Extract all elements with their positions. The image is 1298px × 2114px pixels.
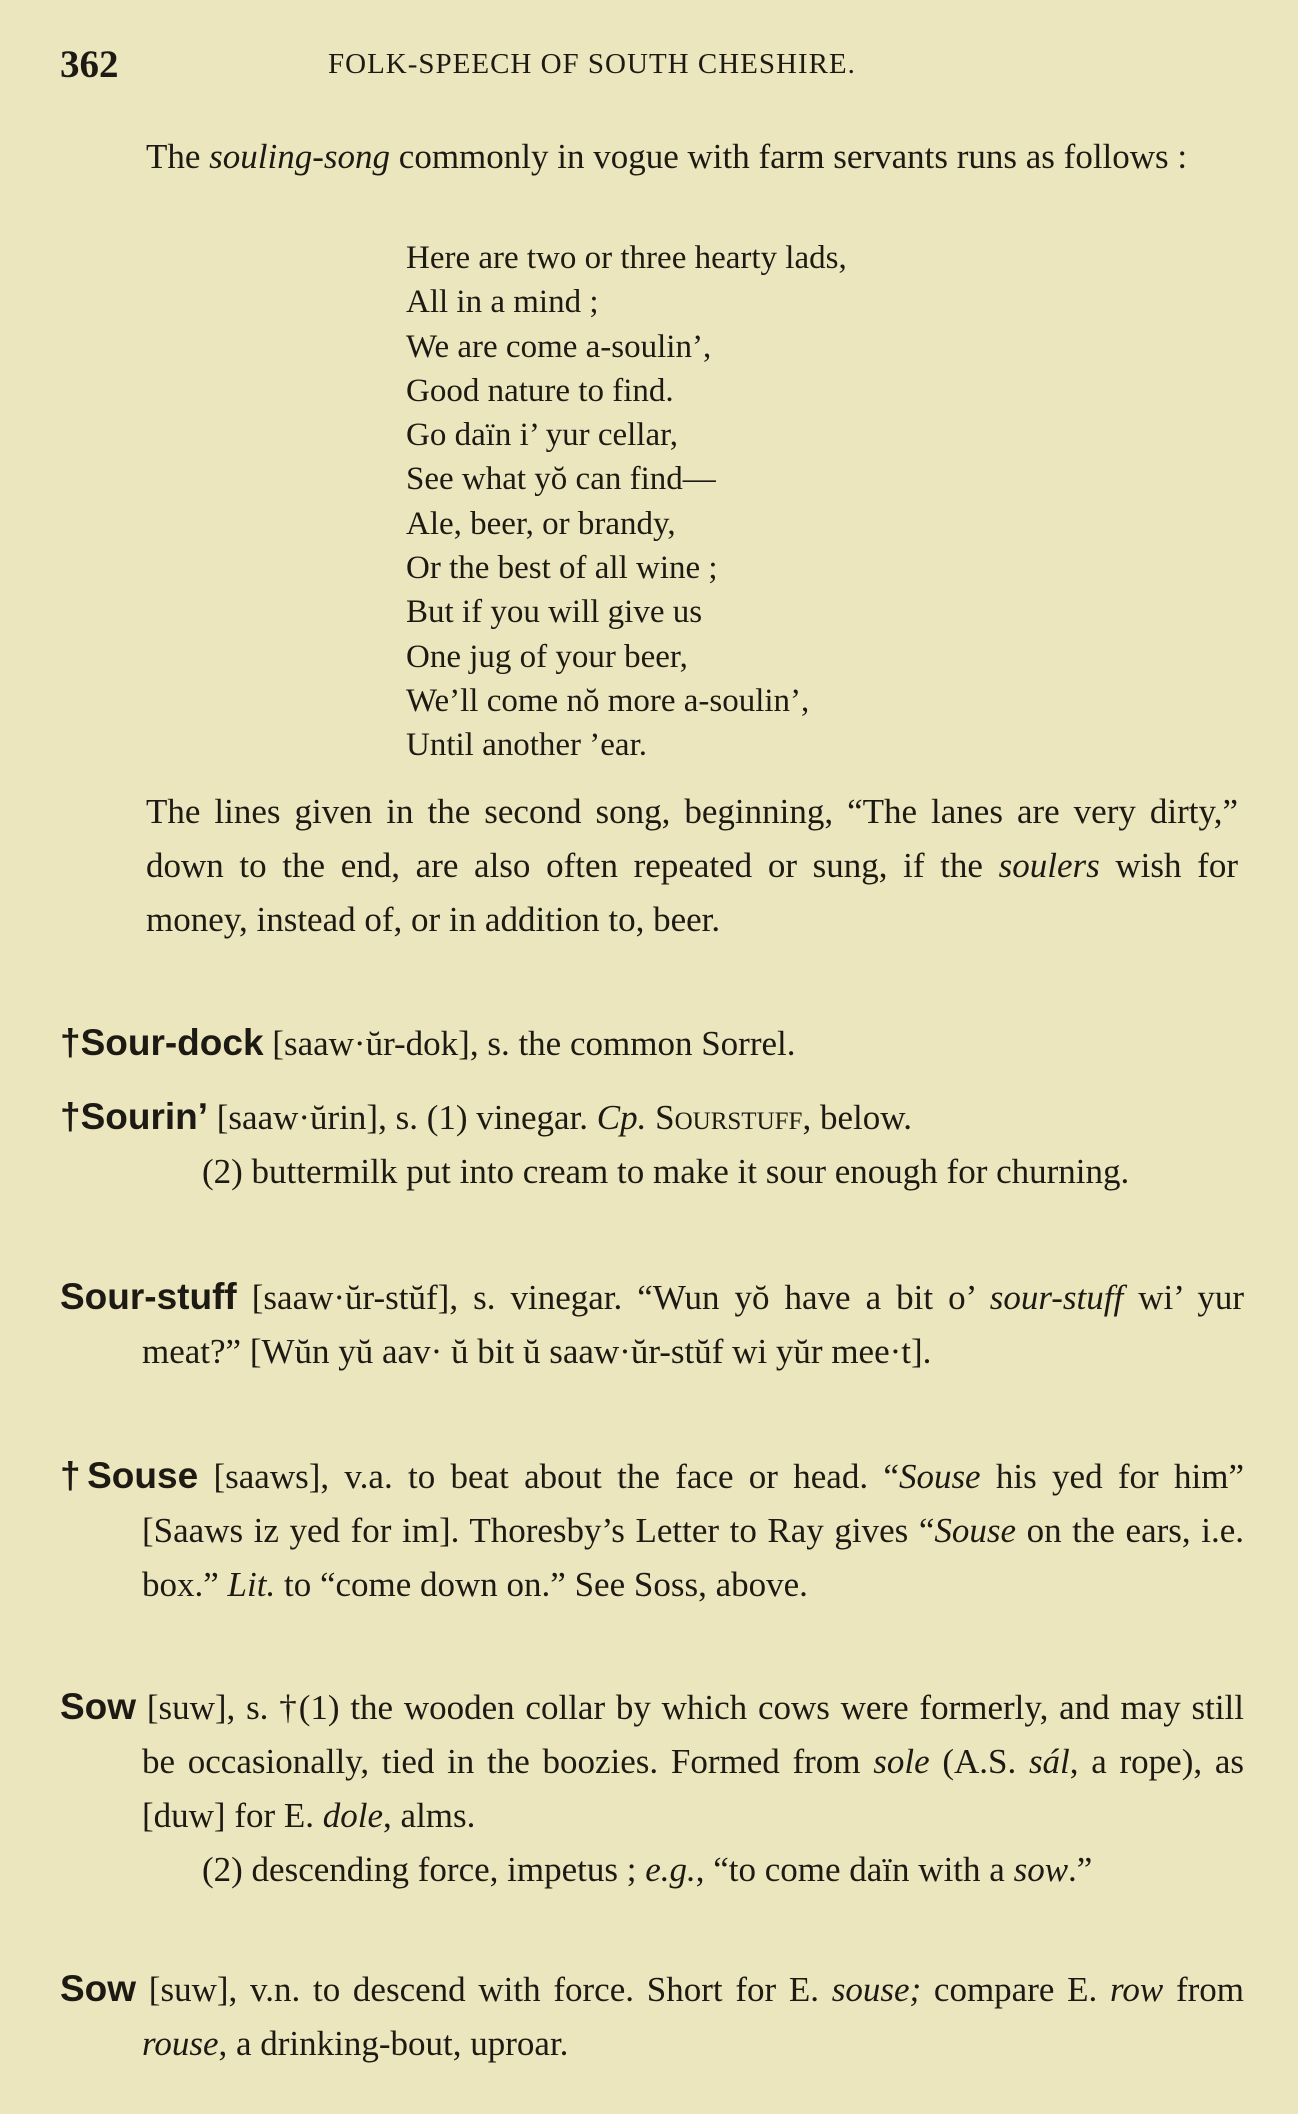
eg-label: e.g. — [645, 1850, 696, 1889]
verse-line: But if you will give us — [406, 594, 703, 631]
verse-line: Go daïn i’ yur cellar, — [406, 417, 679, 454]
intro-text: The — [146, 137, 210, 176]
definition: [suw], s. †(1) the wooden collar by which cows were formerly, and may still be occasionally, tied in the boozies. Formed from — [136, 1688, 1244, 1781]
italic-term: rouse — [142, 2024, 219, 2063]
definition-end: , alms. — [383, 1796, 476, 1835]
italic-term: dole — [322, 1796, 384, 1835]
italic-term: Souse — [934, 1511, 1017, 1550]
cp-label: Cp. — [596, 1098, 647, 1137]
cross-reference: Sourstuff — [655, 1098, 803, 1137]
italic-term: souse; — [831, 1970, 922, 2009]
entry-sour-stuff — [60, 1270, 1244, 1379]
definition-middle: compare E. — [921, 1970, 1111, 2009]
definition-middle: (A.S. — [929, 1742, 1029, 1781]
italic-term: sole — [873, 1742, 930, 1781]
italic-term: Souse — [898, 1457, 981, 1496]
verse-line: We’ll come nŏ more a-soulin’, — [406, 682, 810, 719]
entry-sow-noun — [60, 1680, 1244, 1897]
souling-song-verse — [406, 236, 847, 768]
second-song-paragraph — [146, 785, 1238, 947]
headword: †Souse — [60, 1455, 199, 1496]
sub-text-end: .” — [1068, 1850, 1093, 1889]
verse-line: Until another ’ear. — [406, 727, 647, 764]
verse-line: All in a mind ; — [406, 284, 599, 321]
definition-middle: , a rope), as [duw] for E. — [142, 1742, 1244, 1835]
verse-line: Good nature to find. — [406, 372, 674, 409]
definition: [suw], v.n. to descend with force. Short for E. — [136, 1970, 832, 2009]
headword: Sow — [60, 1968, 137, 2009]
para2-text: The lines given in the second song, beginning, “The lanes are very dirty,” down to the end, are also often repeated or sung, if the — [146, 792, 1238, 885]
headword: †Sourin’ — [60, 1096, 209, 1137]
verse-line: Ale, beer, or brandy, — [406, 505, 676, 542]
definition: [saaw·ŭr-stŭf], s. vinegar. “Wun yŏ have a bit o’ — [236, 1278, 990, 1317]
definition-middle: from — [1163, 1970, 1244, 2009]
definition: [saaw·ŭr-dok], s. the common Sorrel. — [263, 1024, 796, 1063]
italic-term: sál — [1028, 1742, 1070, 1781]
definition: [saaw·ŭrin], s. (1) vinegar. — [208, 1098, 597, 1137]
headword: Sour-stuff — [60, 1276, 237, 1317]
italic-term: sour-stuff — [989, 1278, 1124, 1317]
para2-text-end: wish for money, instead of, or in addition to, beer. — [146, 846, 1238, 939]
sub-text: (2) descending force, impetus ; — [202, 1850, 646, 1889]
sub-sense: (2) buttermilk put into cream to make it sour enough for churning. — [202, 1152, 1130, 1191]
lit-label: Lit. — [227, 1565, 276, 1604]
definition-end: , a drinking-bout, uproar. — [218, 2024, 569, 2063]
definition-middle: his yed for him” [Saaws iz yed for im]. Thoresby’s Letter to Ray gives “ — [142, 1457, 1244, 1550]
definition: [saaws], v.a. to beat about the face or head. “ — [198, 1457, 899, 1496]
headword: †Sour-dock — [60, 1022, 264, 1063]
entry-sourin — [60, 1090, 1244, 1199]
headword: Sow — [60, 1686, 137, 1727]
definition-end: wi’ yur meat?” [Wŭn yŭ aav· ŭ bit ŭ saaw·ŭr-stŭf wi yŭr mee·t]. — [142, 1278, 1244, 1371]
entry-sow-verb — [60, 1962, 1244, 2071]
verse-line: Or the best of all wine ; — [406, 550, 718, 587]
definition-middle: on the ears, i.e. box.” — [142, 1511, 1244, 1604]
sub-text: , “to come daïn with a — [695, 1850, 1014, 1889]
running-title: FOLK-SPEECH OF SOUTH CHESHIRE. — [328, 48, 856, 80]
italic-term: sow — [1013, 1850, 1069, 1889]
verse-line: We are come a-soulin’, — [406, 328, 712, 365]
verse-line: One jug of your beer, — [406, 638, 688, 675]
page-number: 362 — [60, 43, 119, 86]
para2-italic: soulers — [998, 846, 1100, 885]
italic-term: row — [1110, 1970, 1164, 2009]
page-header — [60, 42, 1240, 92]
definition-end: to “come down on.” See Soss, above. — [275, 1565, 808, 1604]
intro-text-end: commonly in vogue with farm servants runs as follows : — [390, 137, 1188, 176]
definition-end: , below. — [802, 1098, 912, 1137]
intro-paragraph — [146, 130, 1238, 184]
sub-sense — [60, 1843, 1244, 1897]
intro-italic: souling-song — [209, 137, 391, 176]
verse-line: Here are two or three hearty lads, — [406, 240, 847, 276]
entry-sour-dock — [60, 1016, 1244, 1071]
verse-line: See what yŏ can find— — [406, 461, 716, 498]
entry-souse — [60, 1449, 1244, 1612]
